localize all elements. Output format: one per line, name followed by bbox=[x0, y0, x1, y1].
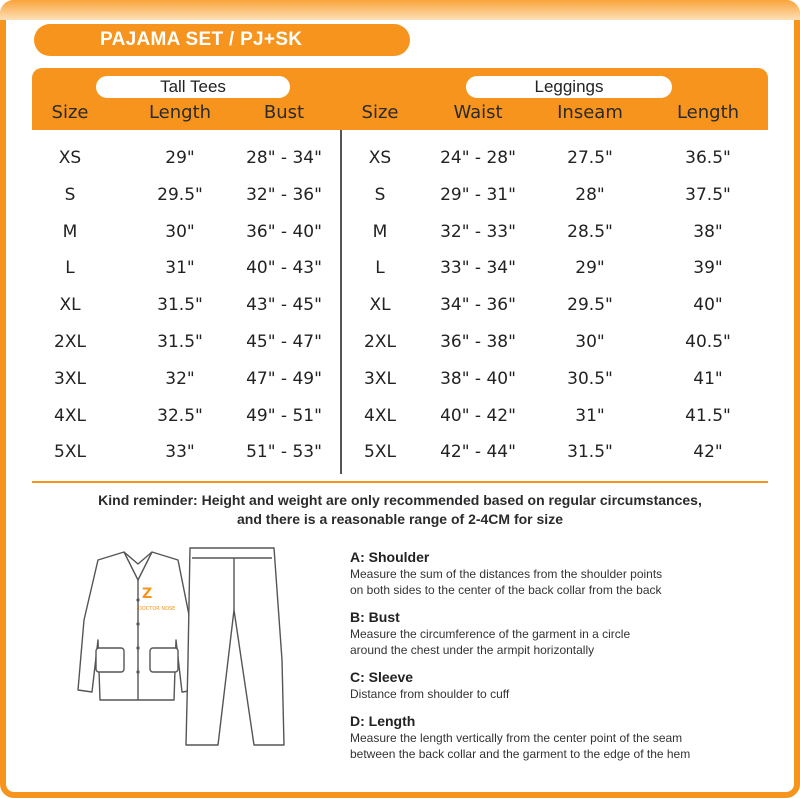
kind-reminder bbox=[40, 491, 760, 529]
table-cell: 32.5" bbox=[157, 405, 203, 426]
reminder-line-1: Kind reminder: Height and weight are only recommended based on regular circumstances, bbox=[98, 492, 702, 508]
table-cell: 3XL bbox=[364, 368, 396, 389]
table-cell: 27.5" bbox=[567, 148, 613, 168]
table-cell: 30" bbox=[165, 221, 195, 242]
column-header: Length bbox=[676, 102, 740, 123]
column-header: Bust bbox=[263, 102, 305, 123]
tall-tees-label: Tall Tees bbox=[96, 76, 290, 98]
pajama-illustration bbox=[58, 540, 328, 770]
def-length: D: Length Measure the length vertically from the center point of the seam between the back collar and the garment to the edge of the hem bbox=[350, 713, 691, 761]
table-cell: 51" - 53" bbox=[246, 442, 322, 463]
size-table bbox=[32, 68, 768, 474]
logo-mark: Z bbox=[142, 586, 153, 602]
def-sleeve: C: Sleeve Distance from shoulder to cuff bbox=[350, 669, 510, 701]
table-cell: 5XL bbox=[364, 442, 396, 463]
table-cell: XS bbox=[368, 148, 392, 168]
table-cell: 28" - 34" bbox=[246, 148, 322, 168]
table-cell: 33" bbox=[165, 442, 195, 463]
table-cell: M bbox=[62, 221, 78, 242]
table-cell: 29.5" bbox=[157, 184, 203, 205]
table-cell: 31" bbox=[575, 405, 605, 426]
table-cell: 40.5" bbox=[685, 332, 731, 352]
def-shoulder: A: Shoulder Measure the sum of the distances from the shoulder points on both sides to the center of the back collar from the back bbox=[350, 549, 663, 597]
table-cell: 2XL bbox=[364, 332, 396, 352]
column-header: Waist bbox=[453, 102, 503, 123]
table-cell: 39" bbox=[693, 258, 723, 279]
table-cell: M bbox=[372, 221, 388, 242]
table-cell: 38" - 40" bbox=[440, 368, 516, 389]
column-header: Inseam bbox=[557, 102, 623, 123]
table-cell: 36" - 40" bbox=[246, 221, 322, 242]
table-cell: 4XL bbox=[364, 405, 396, 426]
section-divider bbox=[32, 481, 768, 483]
table-cell: 36.5" bbox=[685, 148, 731, 168]
table-cell: L bbox=[65, 258, 75, 279]
table-cell: 49" - 51" bbox=[246, 405, 322, 426]
table-cell: 30" bbox=[575, 332, 605, 352]
table-cell: 43" - 45" bbox=[246, 295, 322, 316]
def-bust: B: Bust Measure the circumference of the garment in a circle around the chest under the armpit horizontally bbox=[350, 609, 631, 657]
page-title: PAJAMA SET / PJ+SK bbox=[34, 24, 410, 56]
table-cell: 29" bbox=[165, 148, 195, 168]
table-cell: 29" - 31" bbox=[440, 184, 516, 205]
table-cell: 31.5" bbox=[567, 442, 613, 463]
table-cell: 47" - 49" bbox=[246, 368, 322, 389]
table-cell: 38" bbox=[693, 221, 723, 242]
measurement-definitions bbox=[350, 548, 780, 772]
table-cell: L bbox=[375, 258, 385, 279]
table-cell: 37.5" bbox=[685, 184, 731, 205]
column-header: Size bbox=[51, 102, 89, 123]
pajama-drawing bbox=[58, 540, 328, 770]
table-cell: 45" - 47" bbox=[246, 332, 322, 352]
table-cell: XL bbox=[369, 295, 391, 316]
table-cell: 40" bbox=[693, 295, 723, 316]
table-cell: 3XL bbox=[54, 368, 86, 389]
table-cell: 41" bbox=[693, 368, 723, 389]
table-cell: 36" - 38" bbox=[440, 332, 516, 352]
table-cell: 33" - 34" bbox=[440, 258, 516, 279]
table-cell: 40" - 43" bbox=[246, 258, 322, 279]
table-cell: 31" bbox=[165, 258, 195, 279]
reminder-line-2: and there is a reasonable range of 2-4CM for size bbox=[237, 511, 563, 527]
table-cell: XL bbox=[59, 295, 81, 316]
table-cell: 42" - 44" bbox=[440, 442, 516, 463]
table-cell: 32" bbox=[165, 368, 195, 389]
table-cell: 31.5" bbox=[157, 295, 203, 316]
column-header: Length bbox=[148, 102, 212, 123]
table-cell: 42" bbox=[693, 442, 723, 463]
table-cell: 30.5" bbox=[567, 368, 613, 389]
table-cell: S bbox=[374, 184, 386, 205]
table-cell: 41.5" bbox=[685, 405, 731, 426]
table-cell: 2XL bbox=[54, 332, 86, 352]
table-cell: 5XL bbox=[54, 442, 86, 463]
table-cell: 31.5" bbox=[157, 332, 203, 352]
table-cell: 28" bbox=[575, 184, 605, 205]
table-cell: 29" bbox=[575, 258, 605, 279]
table-cell: 32" - 33" bbox=[440, 221, 516, 242]
table-divider bbox=[340, 130, 342, 474]
table-cell: S bbox=[64, 184, 76, 205]
table-cell: 24" - 28" bbox=[440, 148, 516, 168]
table-cell: 40" - 42" bbox=[440, 405, 516, 426]
table-cell: 32" - 36" bbox=[246, 184, 322, 205]
table-cell: 34" - 36" bbox=[440, 295, 516, 316]
logo-text: DOCTOR NOSE bbox=[138, 606, 176, 612]
leggings-label: Leggings bbox=[466, 76, 672, 98]
column-header: Size bbox=[361, 102, 399, 123]
table-cell: 28.5" bbox=[567, 221, 613, 242]
table-cell: XS bbox=[58, 148, 82, 168]
table-cell: 29.5" bbox=[567, 295, 613, 316]
table-cell: 4XL bbox=[54, 405, 86, 426]
